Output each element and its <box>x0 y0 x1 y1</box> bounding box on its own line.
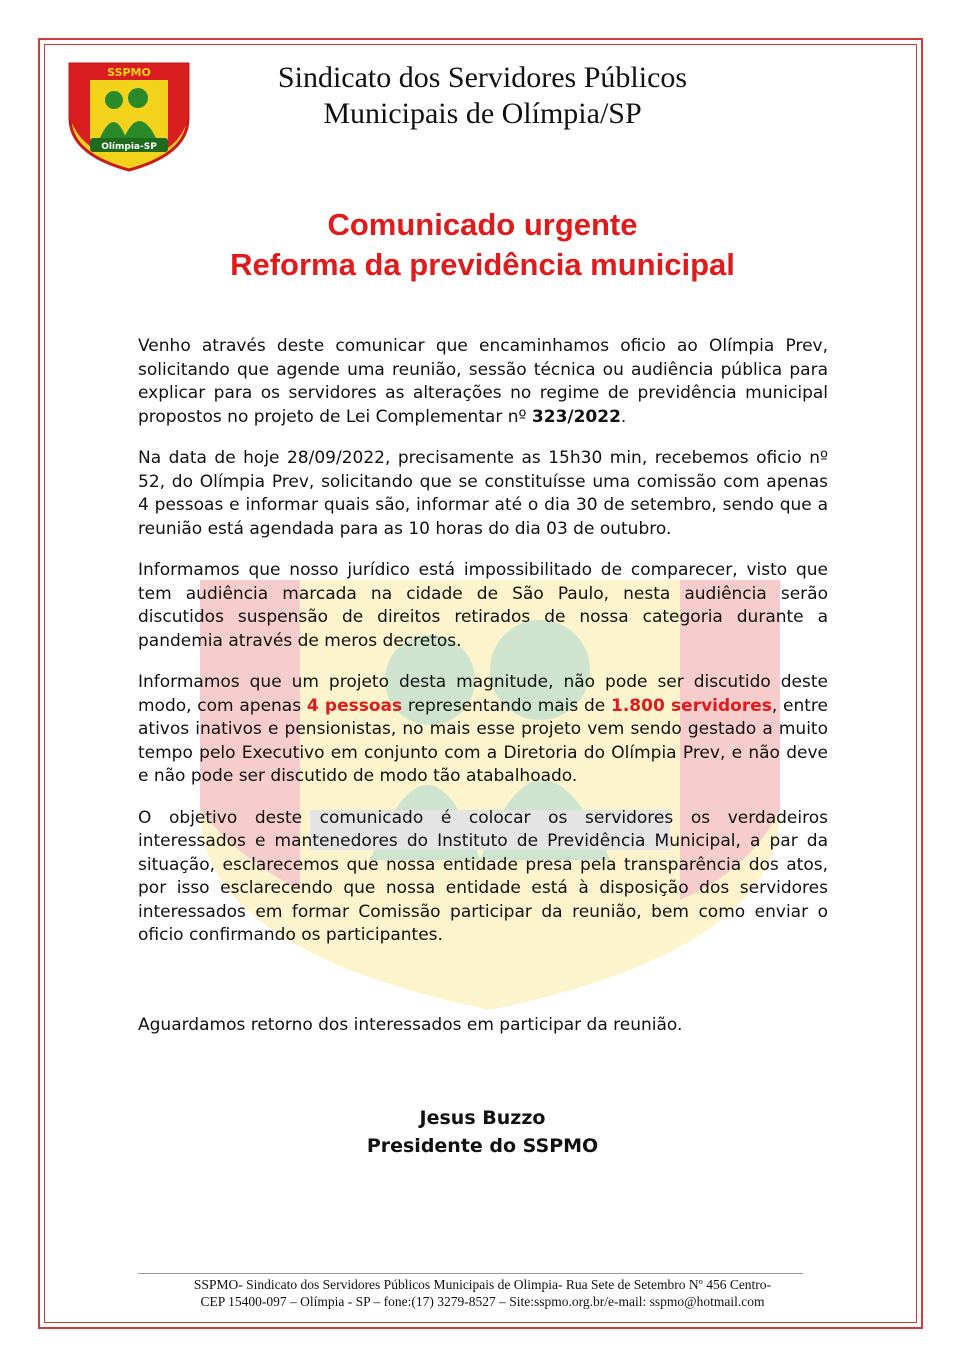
notice-body <box>138 335 828 966</box>
notice-title-line1: Comunicado urgente <box>327 207 638 242</box>
footer <box>120 1276 845 1310</box>
signature-name: Jesus Buzzo <box>419 1107 546 1129</box>
logo-text-bottom: Olímpia-SP <box>101 142 157 152</box>
footer-line1: SSPMO- Sindicato dos Servidores Públicos Municipais de Olimpia- Rua Sete de Setembro Nº 456 Centro- <box>193 1277 772 1292</box>
paragraph-4-part-b: representando mais de <box>402 695 612 716</box>
highlight-servers-count: 1.800 servidores <box>611 695 772 716</box>
logo-text-top: SSPMO <box>107 66 151 79</box>
organization-name-line1: Sindicato dos Servidores Públicos <box>277 61 688 94</box>
footer-divider <box>138 1273 803 1274</box>
closing-line: Aguardamos retorno dos interessados em participar da reunião. <box>138 1015 683 1035</box>
paragraph-1 <box>138 335 828 429</box>
paragraph-2: Na data de hoje 28/09/2022, precisamente as 15h30 min, recebemos oficio nº 52, do Olímpia Prev, solicitando que se constituísse uma comissão com apenas 4 pessoas e informar quais são, informar até o dia 30 de setembro, sendo que a reunião está agendada para as 10 horas do dia 03 de outubro. <box>138 448 828 539</box>
paragraph-4-part-c: , entre ativos inativos e pensionistas, no mais esse projeto vem sendo gestado a muito tempo pelo Executivo em conjunto com a Diretoria do Olímpia Prev, e não deve e não pode ser discutido de modo tão atabalhoado. <box>138 695 828 786</box>
paragraph-5: O objetivo deste comunicado é colocar os servidores os verdadeiros interessados e mantenedores do Instituto de Previdência Municipal, a par da situação, esclarecemos que nossa entidade presa pela transparência dos atos, por isso esclarecendo que nossa entidade está à disposição dos servidores interessados em formar Comissão participar da reunião, bem como enviar o oficio confirmando os participantes. <box>138 807 828 945</box>
signature-role: Presidente do SSPMO <box>366 1135 599 1157</box>
paragraph-1-end: . <box>620 406 627 427</box>
law-number: 323/2022 <box>531 406 621 427</box>
footer-line2: CEP 15400-097 – Olímpia - SP – fone:(17) 3279-8527 – Site:sspmo.org.br/e-mail: sspmo@hotmail.com <box>200 1294 765 1309</box>
paragraph-1-text: Venho através deste comunicar que encaminhamos oficio ao Olímpia Prev, solicitando que agende uma reunião, sessão técnica ou audiência pública para explicar para os servidores as alterações no regime de previdência municipal propostos no projeto de Lei Complementar nº <box>138 336 828 427</box>
organization-name <box>200 60 765 132</box>
paragraph-4 <box>138 671 828 789</box>
signature-block <box>200 1104 765 1160</box>
sspmo-logo <box>64 56 194 174</box>
paragraph-3: Informamos que nosso jurídico está impossibilitado de comparecer, visto que tem audiência marcada na cidade de São Paulo, nesta audiência serão discutidos suspensão de direitos retirados de nossa categoria durante a pandemia através de meros decretos. <box>138 560 828 651</box>
paragraph-4-part-a: Informamos que um projeto desta magnitude, não pode ser discutido deste modo, com apenas <box>138 672 828 716</box>
organization-name-line2: Municipais de Olímpia/SP <box>323 97 642 130</box>
notice-title-line2: Reforma da previdência municipal <box>230 247 735 282</box>
notice-title <box>120 205 845 285</box>
highlight-people-count: 4 pessoas <box>306 695 403 716</box>
